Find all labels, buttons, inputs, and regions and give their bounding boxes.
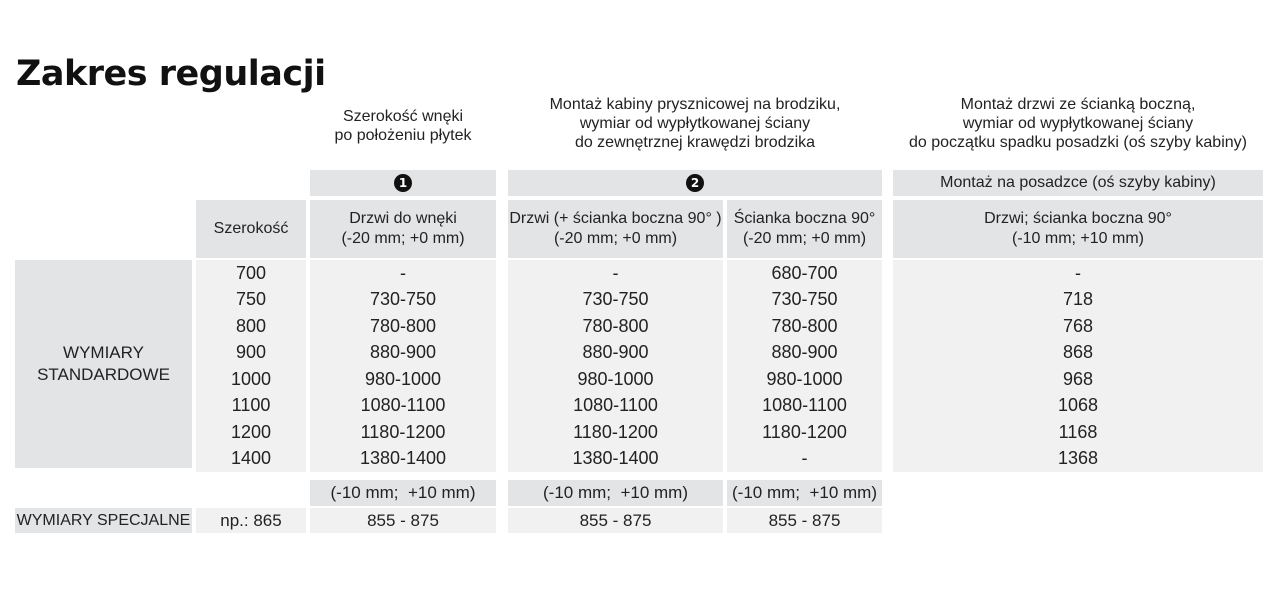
table-cell: 780-800 [582,315,649,336]
widths-column [196,260,306,472]
tolerance-side: (-10 mm; +10 mm) [727,480,882,506]
subheader-line: (-20 mm; +0 mm) [742,230,867,247]
marker-two-icon: 2 [686,174,704,192]
header-line: wymiar od wypłytkowanej ściany [579,115,811,132]
table-cell: 730-750 [582,289,649,310]
table-cell: 1380-1400 [359,448,447,469]
table-cell: 1400 [230,448,272,469]
table-cell: - [801,448,808,469]
subheader-line: (-20 mm; +0 mm) [341,230,465,247]
header-line: Szerokość wnęki [342,108,464,125]
table-cell: 700 [235,262,267,283]
table-cell: 1180-1200 [573,421,658,442]
table-cell: 1068 [1057,395,1099,416]
table-cell: 780-800 [369,315,437,336]
special-example: np.: 865 [196,508,306,533]
table-cell: 1080-1100 [573,395,658,416]
table-cell: 900 [235,342,267,363]
special-door-side: 855 - 875 [508,508,723,533]
table-cell: 1080-1100 [360,395,446,416]
marker-cell-2 [508,170,882,196]
niche-subheader [310,200,496,258]
tolerance-niche: (-10 mm; +10 mm) [310,480,496,506]
standard-dimensions-label [15,260,192,468]
table-cell: 718 [1062,289,1094,310]
table-cell: 730-750 [771,289,838,310]
side-wall-subheader [727,200,882,258]
floor-subheader [893,200,1263,258]
header-line: do zewnętrznej krawędzi brodzika [574,134,816,151]
header-tray-mount [508,95,882,152]
subheader-line: Drzwi (+ ścianka boczna 90° ) [509,210,722,227]
niche-column [310,260,496,472]
table-cell: 880-900 [771,342,838,363]
table-cell: 1380-1400 [572,448,659,469]
header-line: Montaż kabiny prysznicowej na brodziku, [549,96,841,113]
table-cell: 880-900 [369,342,437,363]
label-line: STANDARDOWE [37,365,170,384]
header-niche-width [310,107,496,145]
table-cell: 980-1000 [766,368,843,389]
table-cell: 768 [1062,315,1094,336]
table-cell: 780-800 [771,315,838,336]
table-cell: 750 [235,289,267,310]
marker-one-icon: 1 [394,174,412,192]
header-line: wymiar od wypłytkowanej ściany [962,115,1194,132]
table-cell: 1200 [230,421,272,442]
table-cell: 1080-1100 [762,395,847,416]
floor-column [893,260,1263,472]
table-cell: 1180-1200 [762,421,847,442]
table-cell: 730-750 [369,289,437,310]
header-side-wall-mount [893,95,1263,152]
subheader-line: Drzwi do wnęki [349,210,457,227]
page-title: Zakres regulacji [16,54,326,94]
table-cell: 980-1000 [577,368,654,389]
table-cell: 680-700 [771,262,838,283]
subheader-line: (-20 mm; +0 mm) [553,230,678,247]
floor-mount-header: Montaż na posadzce (oś szyby kabiny) [893,170,1263,196]
table-cell: 1000 [230,368,272,389]
table-cell: 1180-1200 [360,421,446,442]
table-cell: 1368 [1057,448,1099,469]
table-cell: - [612,262,619,283]
table-cell: 880-900 [582,342,649,363]
door-side-subheader [508,200,723,258]
table-cell: 968 [1062,368,1094,389]
table-cell: 800 [235,315,267,336]
side-wall-column [727,260,882,472]
marker-cell-1 [310,170,496,196]
table-cell: - [1075,262,1081,283]
table-cell: - [400,262,406,283]
tolerance-door: (-10 mm; +10 mm) [508,480,723,506]
header-line: do początku spadku posadzki (oś szyby kabiny) [909,134,1247,151]
header-line: Montaż drzwi ze ścianką boczną, [960,96,1196,113]
header-line: po położeniu płytek [334,127,472,144]
subheader-line: Ścianka boczna 90° [733,210,876,227]
table-cell: 868 [1062,342,1094,363]
special-niche: 855 - 875 [310,508,496,533]
subheader-line: (-10 mm; +10 mm) [1011,230,1144,247]
special-dimensions-label: WYMIARY SPECJALNE [15,508,192,533]
door-side-column [508,260,723,472]
special-side-wall: 855 - 875 [727,508,882,533]
table-cell: 980-1000 [364,368,442,389]
subheader-line: Drzwi; ścianka boczna 90° [984,210,1172,227]
width-header: Szerokość [196,200,306,258]
table-cell: 1168 [1058,421,1098,442]
label-line: WYMIARY [63,343,144,362]
table-cell: 1100 [231,395,271,416]
